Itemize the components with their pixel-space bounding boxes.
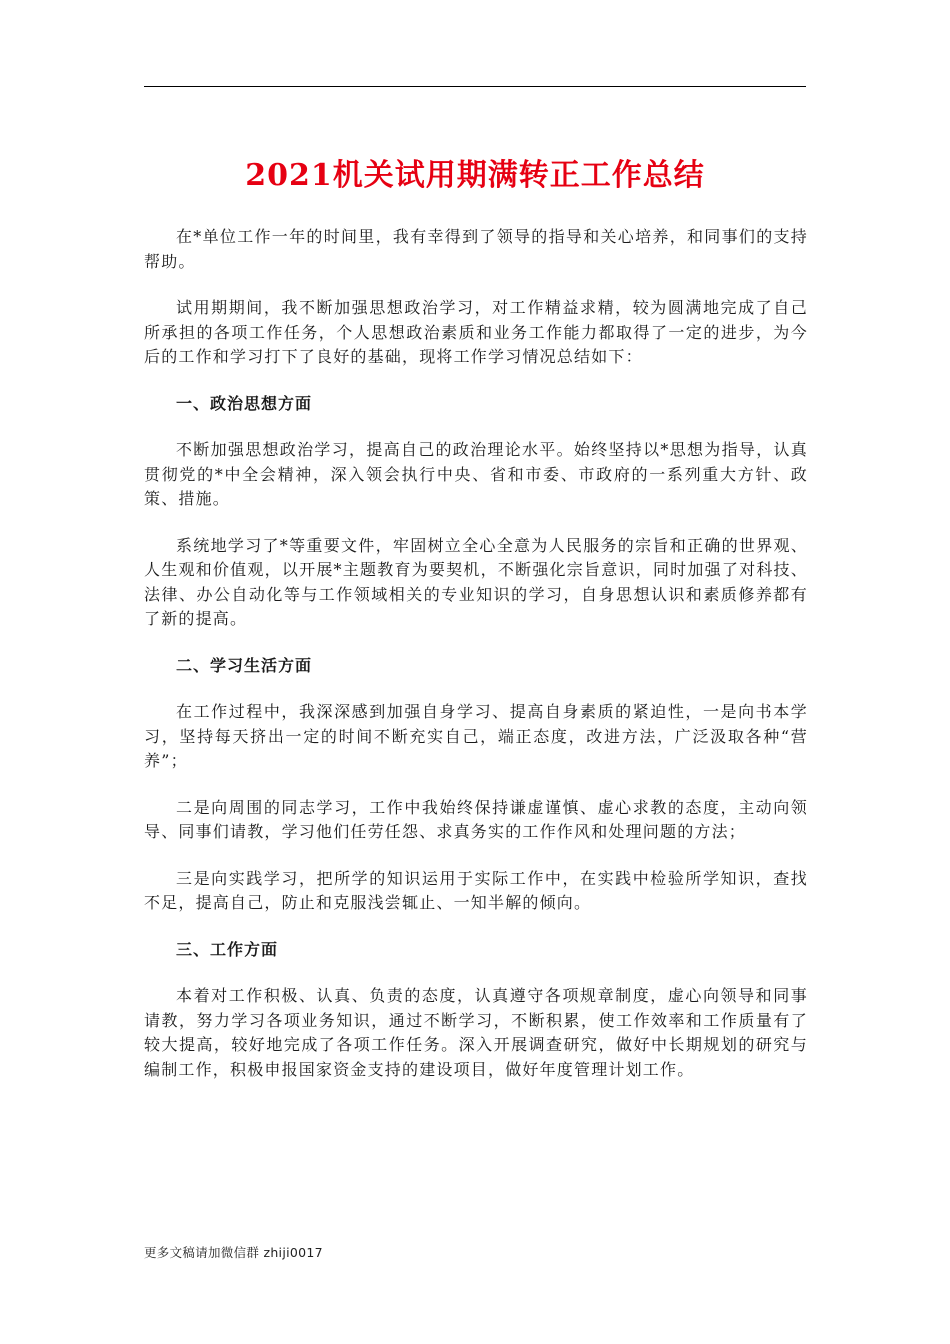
document-title: 2021机关试用期满转正工作总结 — [245, 158, 705, 193]
paragraph-political-study: 不断加强思想政治学习，提高自己的政治理论水平。始终坚持以*思想为指导，认真贯彻党的*中全会精神，深入领会执行中央、省和市委、市政府的一系列重大方针、政策、措施。 — [144, 440, 808, 508]
section-heading-learning: 二、学习生活方面 — [176, 655, 313, 675]
paragraph-learn-from-colleagues: 二是向周围的同志学习，工作中我始终保持谦虚谨慎、虚心求教的态度，主动向领导、同事们请教，学习他们任劳任怨、求真务实的工作作风和处理问题的方法； — [144, 797, 808, 841]
paragraph-probation-summary: 试用期期间，我不断加强思想政治学习，对工作精益求精，较为圆满地完成了自己所承担的各项工作任务，个人思想政治素质和业务工作能力都取得了一定的进步，为今后的工作和学习打下了良好的基础，现将工作学习情况总结如下： — [144, 298, 808, 366]
paragraph-intro: 在*单位工作一年的时间里，我有幸得到了领导的指导和关心培养，和同事们的支持帮助。 — [144, 227, 808, 271]
section-heading-work: 三、工作方面 — [176, 939, 279, 959]
paragraph-learn-from-practice: 三是向实践学习，把所学的知识运用于实际工作中，在实践中检验所学知识，查找不足，提高自己，防止和克服浅尝辄止、一知半解的倾向。 — [144, 868, 808, 912]
paragraph-systematic-study: 系统地学习了*等重要文件，牢固树立全心全意为人民服务的宗旨和正确的世界观、人生观和价值观，以开展*主题教育为要契机，不断强化宗旨意识，同时加强了对科技、法律、办公自动化等与工作领域相关的专业知识的学习，自身思想认识和素质修养都有了新的提高。 — [144, 535, 808, 628]
paragraph-learn-from-books: 在工作过程中，我深深感到加强自身学习、提高自身素质的紧迫性，一是向书本学习，坚持每天挤出一定的时间不断充实自己，端正态度，改进方法，广泛汲取各种“营养”； — [144, 702, 808, 770]
document-body — [144, 225, 808, 1104]
paragraph-work-attitude: 本着对工作积极、认真、负责的态度，认真遵守各项规章制度，虚心向领导和同事请教，努力学习各项业务知识，通过不断学习，不断积累，使工作效率和工作质量有了较大提高，较好地完成了各项工作任务。深入开展调查研究，做好中长期规划的研究与编制工作，积极申报国家资金支持的建设项目，做好年度管理计划工作。 — [144, 986, 808, 1079]
footer-note: 更多文稿请加微信群 zhiji0017 — [144, 1245, 323, 1260]
header-rule — [144, 86, 806, 87]
section-heading-political: 一、政治思想方面 — [176, 393, 313, 413]
